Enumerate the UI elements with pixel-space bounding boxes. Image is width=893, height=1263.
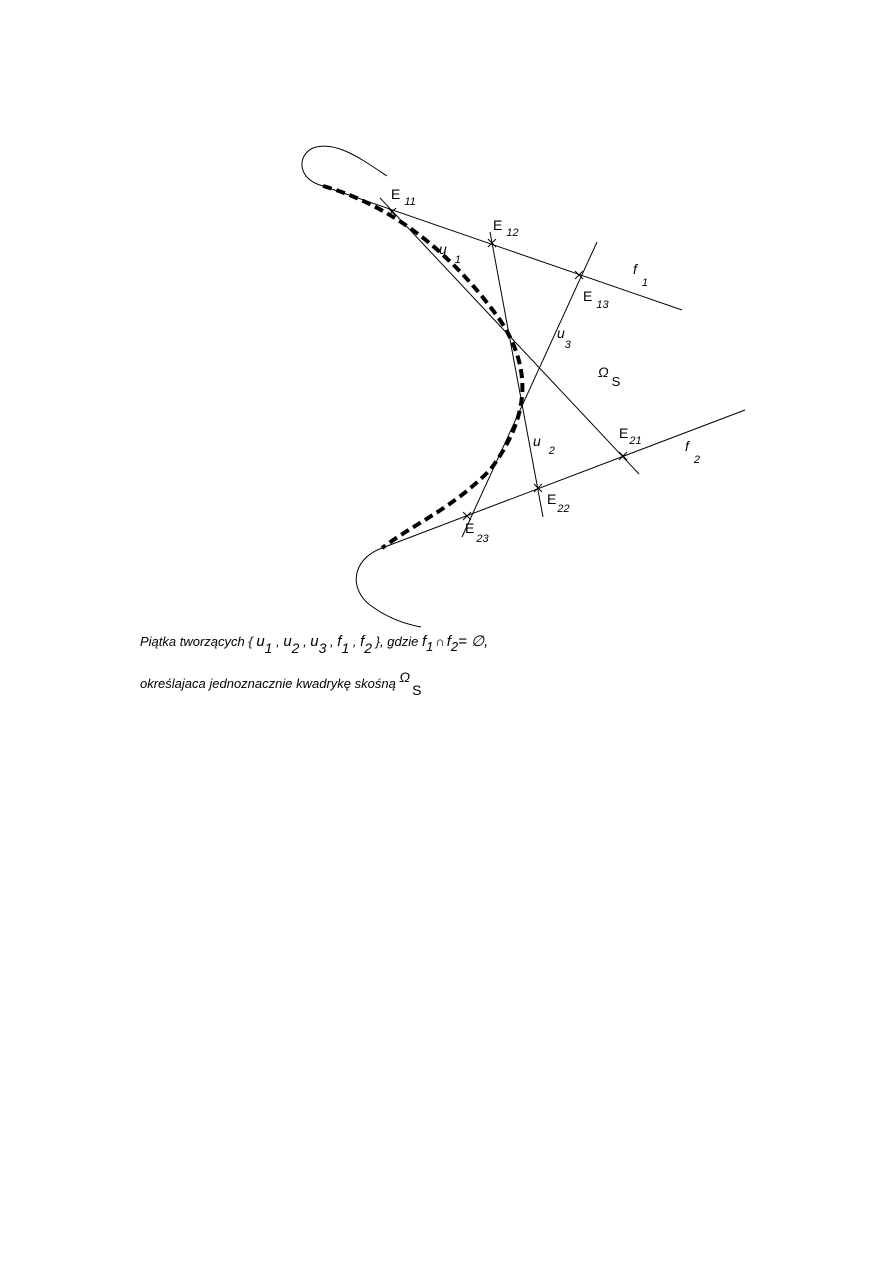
label-e12: E $_{12}$: [493, 217, 519, 239]
label-e11: E $_{11}$: [391, 186, 416, 208]
label-e22: $E_{22}$: [547, 491, 570, 515]
label-u3: $u_3$: [557, 325, 571, 351]
line-u3: [462, 242, 597, 537]
point-e21: [619, 452, 627, 460]
upper-curve: [302, 146, 387, 186]
point-e23: [463, 512, 471, 520]
label-f2: $f_2$: [685, 438, 701, 466]
lower-curve: [356, 548, 421, 627]
label-omega-s: ΩS: [598, 364, 621, 389]
caption-line-2: określajaca jednoznacznie kwadrykę skośną ΩS: [140, 669, 422, 698]
label-u2: $u_2$: [533, 433, 555, 457]
dashed-curve: [323, 186, 522, 548]
line-f1: [323, 186, 682, 310]
label-f1: $f_1$: [633, 261, 649, 289]
label-u1: $u_1$: [439, 241, 461, 266]
line-u2: [490, 232, 543, 517]
label-e13: $E_{13}$: [583, 288, 609, 311]
line-f2: [382, 410, 745, 548]
caption-line-1: Piątka tworzących { u1 , u2 , u3 , f1 , f2 }, gdzie f1 ∩ f2= ∅,: [140, 633, 489, 656]
label-e21: $E_{21}$: [619, 425, 642, 447]
label-e23: $E_{23}$: [465, 520, 489, 545]
